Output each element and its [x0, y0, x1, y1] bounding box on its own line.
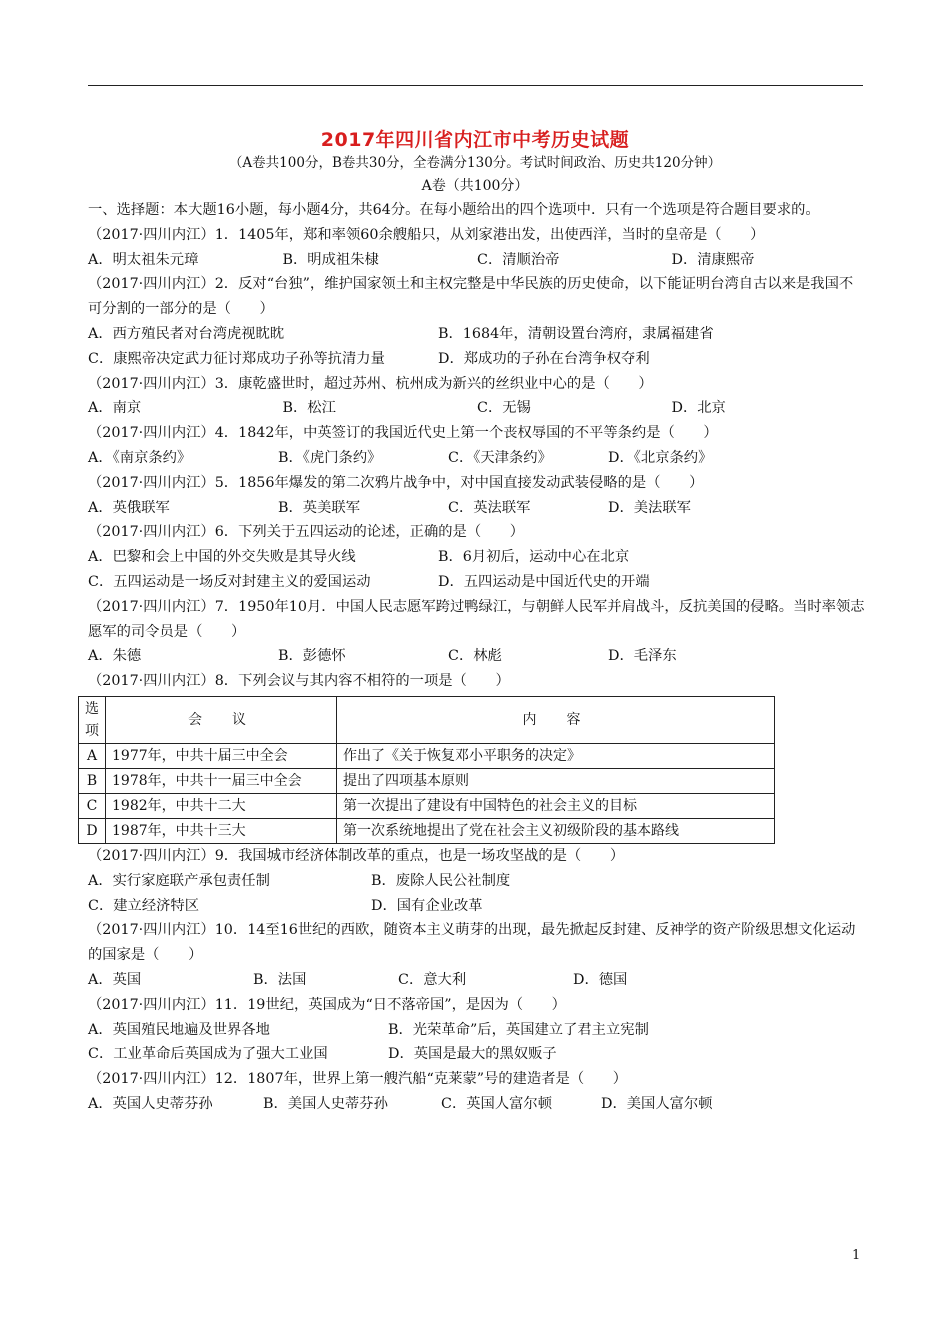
- q2-option-d[interactable]: D．郑成功的子孙在台湾争权夺利: [438, 350, 650, 367]
- table-row[interactable]: [79, 793, 775, 818]
- table-cell-meeting: 1987年，中共十三大: [106, 818, 337, 843]
- q12-option-d[interactable]: D．美国人富尔顿: [601, 1095, 713, 1112]
- q6-option-a[interactable]: A．巴黎和会上中国的外交失败是其导火线: [88, 549, 356, 566]
- exam-subtitle: （A卷共100分，B卷共30分，全卷满分130分。考试时间政治、历史共120分钟）: [228, 155, 722, 171]
- table-row[interactable]: [79, 768, 775, 793]
- table-cell-option: A: [79, 743, 106, 768]
- section-a-heading: A卷（共100分）: [421, 178, 529, 194]
- q5-option-d[interactable]: D．美法联军: [608, 499, 691, 516]
- q4-option-a[interactable]: A．《南京条约》: [88, 449, 192, 466]
- table-cell-meeting: 1982年，中共十二大: [106, 793, 337, 818]
- question-6-options-row2: [88, 570, 866, 595]
- q10-option-a[interactable]: A．英国: [88, 971, 142, 988]
- section-instructions: 一、选择题：本大题16小题，每小题4分，共64分。在每小题给出的四个选项中．只有一个选项是符合题目要求的。: [88, 202, 820, 218]
- table-cell-content: 第一次提出了建设有中国特色的社会主义的目标: [337, 793, 775, 818]
- question-12-options: [88, 1092, 866, 1117]
- question-6-stem: （2017·四川内江）6．下列关于五四运动的论述，正确的是（ ）: [88, 524, 525, 541]
- q10-option-c[interactable]: C．意大利: [398, 971, 467, 988]
- q9-option-b[interactable]: B．废除人民公社制度: [371, 872, 511, 889]
- header-rule: [88, 85, 863, 86]
- question-4-stem: （2017·四川内江）4．1842年，中英签订的我国近代史上第一个丧权辱国的不平等条约是（ ）: [88, 425, 718, 442]
- question-3-options: [88, 396, 866, 421]
- q9-option-d[interactable]: D．国有企业改革: [371, 897, 483, 914]
- page-number: 1: [852, 1248, 861, 1263]
- q1-option-c[interactable]: C．清顺治帝: [477, 251, 560, 268]
- question-8-stem: （2017·四川内江）8．下列会议与其内容不相符的一项是（ ）: [88, 673, 510, 690]
- q5-option-a[interactable]: A．英俄联军: [88, 499, 170, 516]
- question-2-options-row1: [88, 322, 866, 347]
- q10-option-b[interactable]: B．法国: [253, 971, 307, 988]
- q11-option-d[interactable]: D．英国是最大的黑奴贩子: [388, 1046, 557, 1063]
- question-5-stem: （2017·四川内江）5．1856年爆发的第二次鸦片战争中，对中国直接发动武装侵略的是（ ）: [88, 474, 704, 491]
- q9-option-c[interactable]: C．建立经济特区: [88, 897, 200, 914]
- q1-option-b[interactable]: B．明成祖朱棣: [282, 251, 379, 268]
- q5-option-b[interactable]: B．英美联军: [278, 499, 360, 516]
- table-header-meeting: 会 议: [106, 696, 337, 743]
- q11-option-c[interactable]: C．工业革命后英国成为了强大工业国: [88, 1046, 328, 1063]
- q3-option-d[interactable]: D．北京: [671, 400, 726, 417]
- table-row[interactable]: [79, 818, 775, 843]
- q12-option-b[interactable]: B．美国人史蒂芬孙: [263, 1095, 388, 1112]
- question-12-stem: （2017·四川内江）12．1807年，世界上第一艘汽船“克莱蒙”号的建造者是（ ）: [88, 1071, 628, 1088]
- q9-option-a[interactable]: A．实行家庭联产承包责任制: [88, 872, 270, 889]
- exam-title: 2017年四川省内江市中考历史试题: [320, 129, 630, 151]
- q6-option-b[interactable]: B．6月初后，运动中心在北京: [438, 549, 630, 566]
- q7-option-c[interactable]: C．林彪: [448, 648, 502, 665]
- question-1-stem: （2017·四川内江）1．1405年，郑和率领60余艘船只，从刘家港出发，出使西洋，当时的皇帝是（ ）: [88, 226, 765, 243]
- q6-option-d[interactable]: D．五四运动是中国近代史的开端: [438, 573, 650, 590]
- q2-option-c[interactable]: C．康熙帝决定武力征讨郑成功子孙等抗清力量: [88, 350, 385, 367]
- q10-option-d[interactable]: D．德国: [573, 971, 628, 988]
- q3-option-a[interactable]: A．南京: [88, 400, 142, 417]
- question-4-options: [88, 446, 866, 471]
- exam-body: [85, 198, 866, 1117]
- q12-option-a[interactable]: A．英国人史蒂芬孙: [88, 1095, 213, 1112]
- q2-option-b[interactable]: B．1684年，清朝设置台湾府，隶属福建省: [438, 325, 714, 342]
- table-cell-option: B: [79, 768, 106, 793]
- q12-option-c[interactable]: C．英国人富尔顿: [441, 1095, 553, 1112]
- q7-option-b[interactable]: B．彭德怀: [278, 648, 346, 665]
- question-2-stem: （2017·四川内江）2．反对“台独”，维护国家领土和主权完整是中华民族的历史使命，以下能证明台湾自古以来是我国不可分割的一部分的是（ ）: [88, 276, 854, 318]
- question-10-options: [88, 968, 866, 993]
- question-9-options-row1: [88, 869, 866, 894]
- q3-option-b[interactable]: B．松江: [282, 400, 336, 417]
- question-9-options-row2: [88, 894, 866, 919]
- question-10-stem: （2017·四川内江）10．14至16世纪的西欧，随资本主义萌芽的出现，最先掀起反封建、反神学的资产阶级思想文化运动的国家是（ ）: [88, 922, 856, 964]
- table-cell-meeting: 1978年，中共十一届三中全会: [106, 768, 337, 793]
- question-6-options-row1: [88, 545, 866, 570]
- table-header-option: 选项: [79, 696, 106, 743]
- question-9-stem: （2017·四川内江）9．我国城市经济体制改革的重点，也是一场攻坚战的是（ ）: [88, 847, 625, 864]
- table-cell-content: 作出了《关于恢复邓小平职务的决定》: [337, 743, 775, 768]
- table-cell-option: D: [79, 818, 106, 843]
- question-11-options-row1: [88, 1018, 866, 1043]
- q3-option-c[interactable]: C．无锡: [477, 400, 531, 417]
- question-3-stem: （2017·四川内江）3．康乾盛世时，超过苏州、杭州成为新兴的丝织业中心的是（ ）: [88, 375, 653, 392]
- table-cell-option: C: [79, 793, 106, 818]
- q7-option-a[interactable]: A．朱德: [88, 648, 142, 665]
- table-header-content: 内 容: [337, 696, 775, 743]
- q2-option-a[interactable]: A．西方殖民者对台湾虎视眈眈: [88, 325, 285, 342]
- q7-option-d[interactable]: D．毛泽东: [608, 648, 677, 665]
- table-cell-meeting: 1977年，中共十届三中全会: [106, 743, 337, 768]
- question-8-table: [78, 696, 775, 844]
- table-header-row: [79, 696, 775, 743]
- question-7-options: [88, 644, 866, 669]
- q1-option-a[interactable]: A．明太祖朱元璋: [88, 251, 199, 268]
- question-2-options-row2: [88, 347, 866, 372]
- q4-option-c[interactable]: C．《天津条约》: [448, 449, 552, 466]
- q11-option-a[interactable]: A．英国殖民地遍及世界各地: [88, 1021, 270, 1038]
- q11-option-b[interactable]: B．光荣革命”后，英国建立了君主立宪制: [388, 1021, 649, 1038]
- table-cell-content: 第一次系统地提出了党在社会主义初级阶段的基本路线: [337, 818, 775, 843]
- table-cell-content: 提出了四项基本原则: [337, 768, 775, 793]
- table-row[interactable]: [79, 743, 775, 768]
- question-5-options: [88, 496, 866, 521]
- q4-option-b[interactable]: B．《虎门条约》: [278, 449, 382, 466]
- question-11-stem: （2017·四川内江）11．19世纪，英国成为“日不落帝国”，是因为（ ）: [88, 996, 566, 1013]
- q4-option-d[interactable]: D．《北京条约》: [608, 449, 713, 466]
- question-11-options-row2: [88, 1042, 866, 1067]
- question-7-stem: （2017·四川内江）7．1950年10月．中国人民志愿军跨过鸭绿江，与朝鲜人民军并肩战斗，反抗美国的侵略。当时率领志愿军的司令员是（ ）: [88, 598, 865, 640]
- question-1-options: [88, 248, 866, 273]
- q1-option-d[interactable]: D．清康熙帝: [671, 251, 755, 268]
- q6-option-c[interactable]: C．五四运动是一场反对封建主义的爱国运动: [88, 573, 371, 590]
- q5-option-c[interactable]: C．英法联军: [448, 499, 531, 516]
